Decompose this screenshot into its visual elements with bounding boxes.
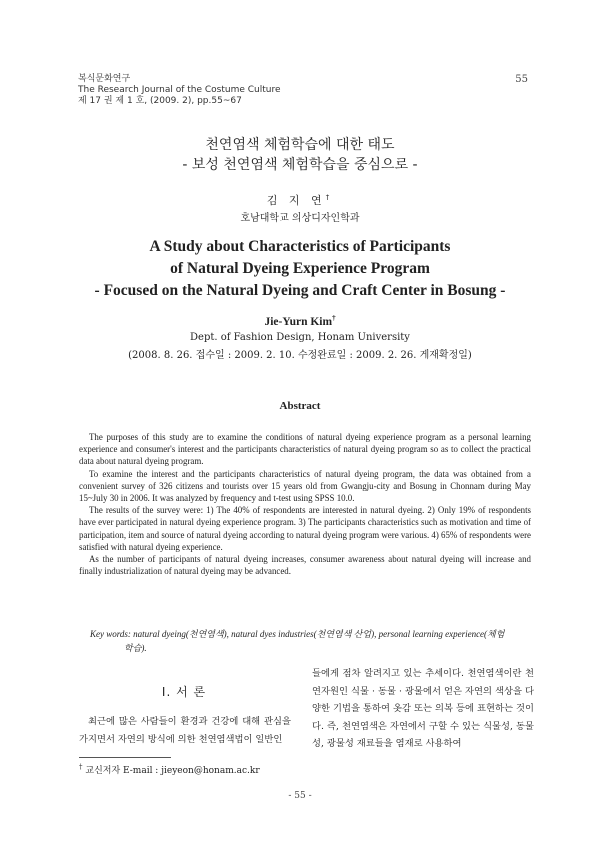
author-ko-mark: † bbox=[325, 193, 334, 202]
journal-name-ko: 복식문화연구 bbox=[78, 74, 131, 84]
body-paragraph: 들에게 점차 알려지고 있는 추세이다. 천연염색이란 천연자원인 식물 · 동물 · 광물에서 얻은 자연의 색상을 다양한 기법을 통하여 옷감 또는 의복 등에 표현하는 것이다. 즉, 천연염색은 자연에서 구할 수 있는 식물성, 동물성, 광물성 재료들을 염재로 사용하여 bbox=[312, 668, 534, 749]
body-column-left bbox=[79, 713, 291, 748]
author-en bbox=[0, 314, 600, 328]
keywords-line2: 학습). bbox=[124, 643, 147, 653]
page-number-top: 55 bbox=[515, 74, 528, 85]
title-en-line3: - Focused on the Natural Dyeing and Craft Center in Bosung - bbox=[94, 282, 506, 299]
author-ko bbox=[0, 192, 600, 208]
journal-header bbox=[78, 74, 281, 107]
affiliation-ko: 호남대학교 의상디자인학과 bbox=[240, 213, 360, 224]
page-number-bottom: - 55 - bbox=[288, 791, 312, 801]
title-ko-line1: 천연염색 체험학습에 대한 태도 bbox=[205, 137, 395, 153]
footnote bbox=[79, 763, 260, 776]
footnote-divider bbox=[79, 757, 171, 758]
abstract-paragraph: The results of the survey were: 1) The 40% of respondents are interested in natural dyeing. 2) Only 19% of respondents have ever participated in natural dyeing experience program. 3) The participants characteristics such as motivation and time of participation, item and source of natural dyeing according to natural dyeing program were various. 4) 65% of respondents were satisfied with natural dyeing experience. bbox=[79, 505, 531, 552]
title-ko-line2: - 보성 천연염색 체험학습을 중심으로 - bbox=[182, 157, 418, 173]
abstract-body bbox=[79, 431, 531, 577]
author-ko-name: 김 지 연 bbox=[266, 194, 326, 207]
title-en-line2: of Natural Dyeing Experience Program bbox=[170, 260, 430, 277]
title-en-line1: A Study about Characteristics of Participants bbox=[149, 238, 451, 255]
abstract-paragraph: As the number of participants of natural dyeing increases, consumer awareness about natural dyeing will increase and finally industrialization of natural dyeing may be advanced. bbox=[79, 554, 531, 577]
author-en-mark: † bbox=[332, 314, 336, 322]
abstract-paragraph: To examine the interest and the participants characteristics of natural dyeing program, the data was obtained from a convenient survey of 326 citizens and tourists over 15 years old from Gwangju-city and Bosung in Chonnam during May 15~July 30 in 2006. It was analyzed by frequency and t-test using SPSS 10.0. bbox=[79, 468, 531, 504]
keywords-line1: Key words: natural dyeing(천연염색), natural dyes industries(천연염색 산업), personal learning experience(체험 bbox=[90, 629, 505, 639]
body-paragraph: 최근에 많은 사람들이 환경과 건강에 대해 관심을 가지면서 자연의 방식에 의한 천연염색법이 일반인 bbox=[79, 716, 291, 745]
keywords bbox=[90, 627, 532, 655]
abstract-heading: Abstract bbox=[279, 400, 321, 412]
affiliation-en: Dept. of Fashion Design, Honam University bbox=[190, 332, 410, 343]
journal-name-en: The Research Journal of the Costume Culture bbox=[78, 85, 281, 95]
abstract-paragraph: The purposes of this study are to examine the conditions of natural dyeing experience program as a personal learning experience and consumer's interest and the participants characteristics of natural dyeing program so as to collect the practical data about natural dyeing program. bbox=[79, 432, 531, 467]
section-heading: I. 서 론 bbox=[161, 685, 207, 699]
footnote-mark: † bbox=[79, 763, 83, 771]
submission-dates: (2008. 8. 26. 접수일 : 2009. 2. 10. 수정완료일 : 2009. 2. 26. 게재확정일) bbox=[128, 350, 472, 361]
footnote-text: 교신저자 E-mail : jieyeon@honam.ac.kr bbox=[85, 766, 260, 776]
author-en-name: Jie-Yurn Kim bbox=[264, 315, 333, 328]
body-column-right bbox=[312, 665, 534, 753]
journal-volume: 제 17 권 제 1 호, (2009. 2), pp.55~67 bbox=[78, 96, 242, 106]
